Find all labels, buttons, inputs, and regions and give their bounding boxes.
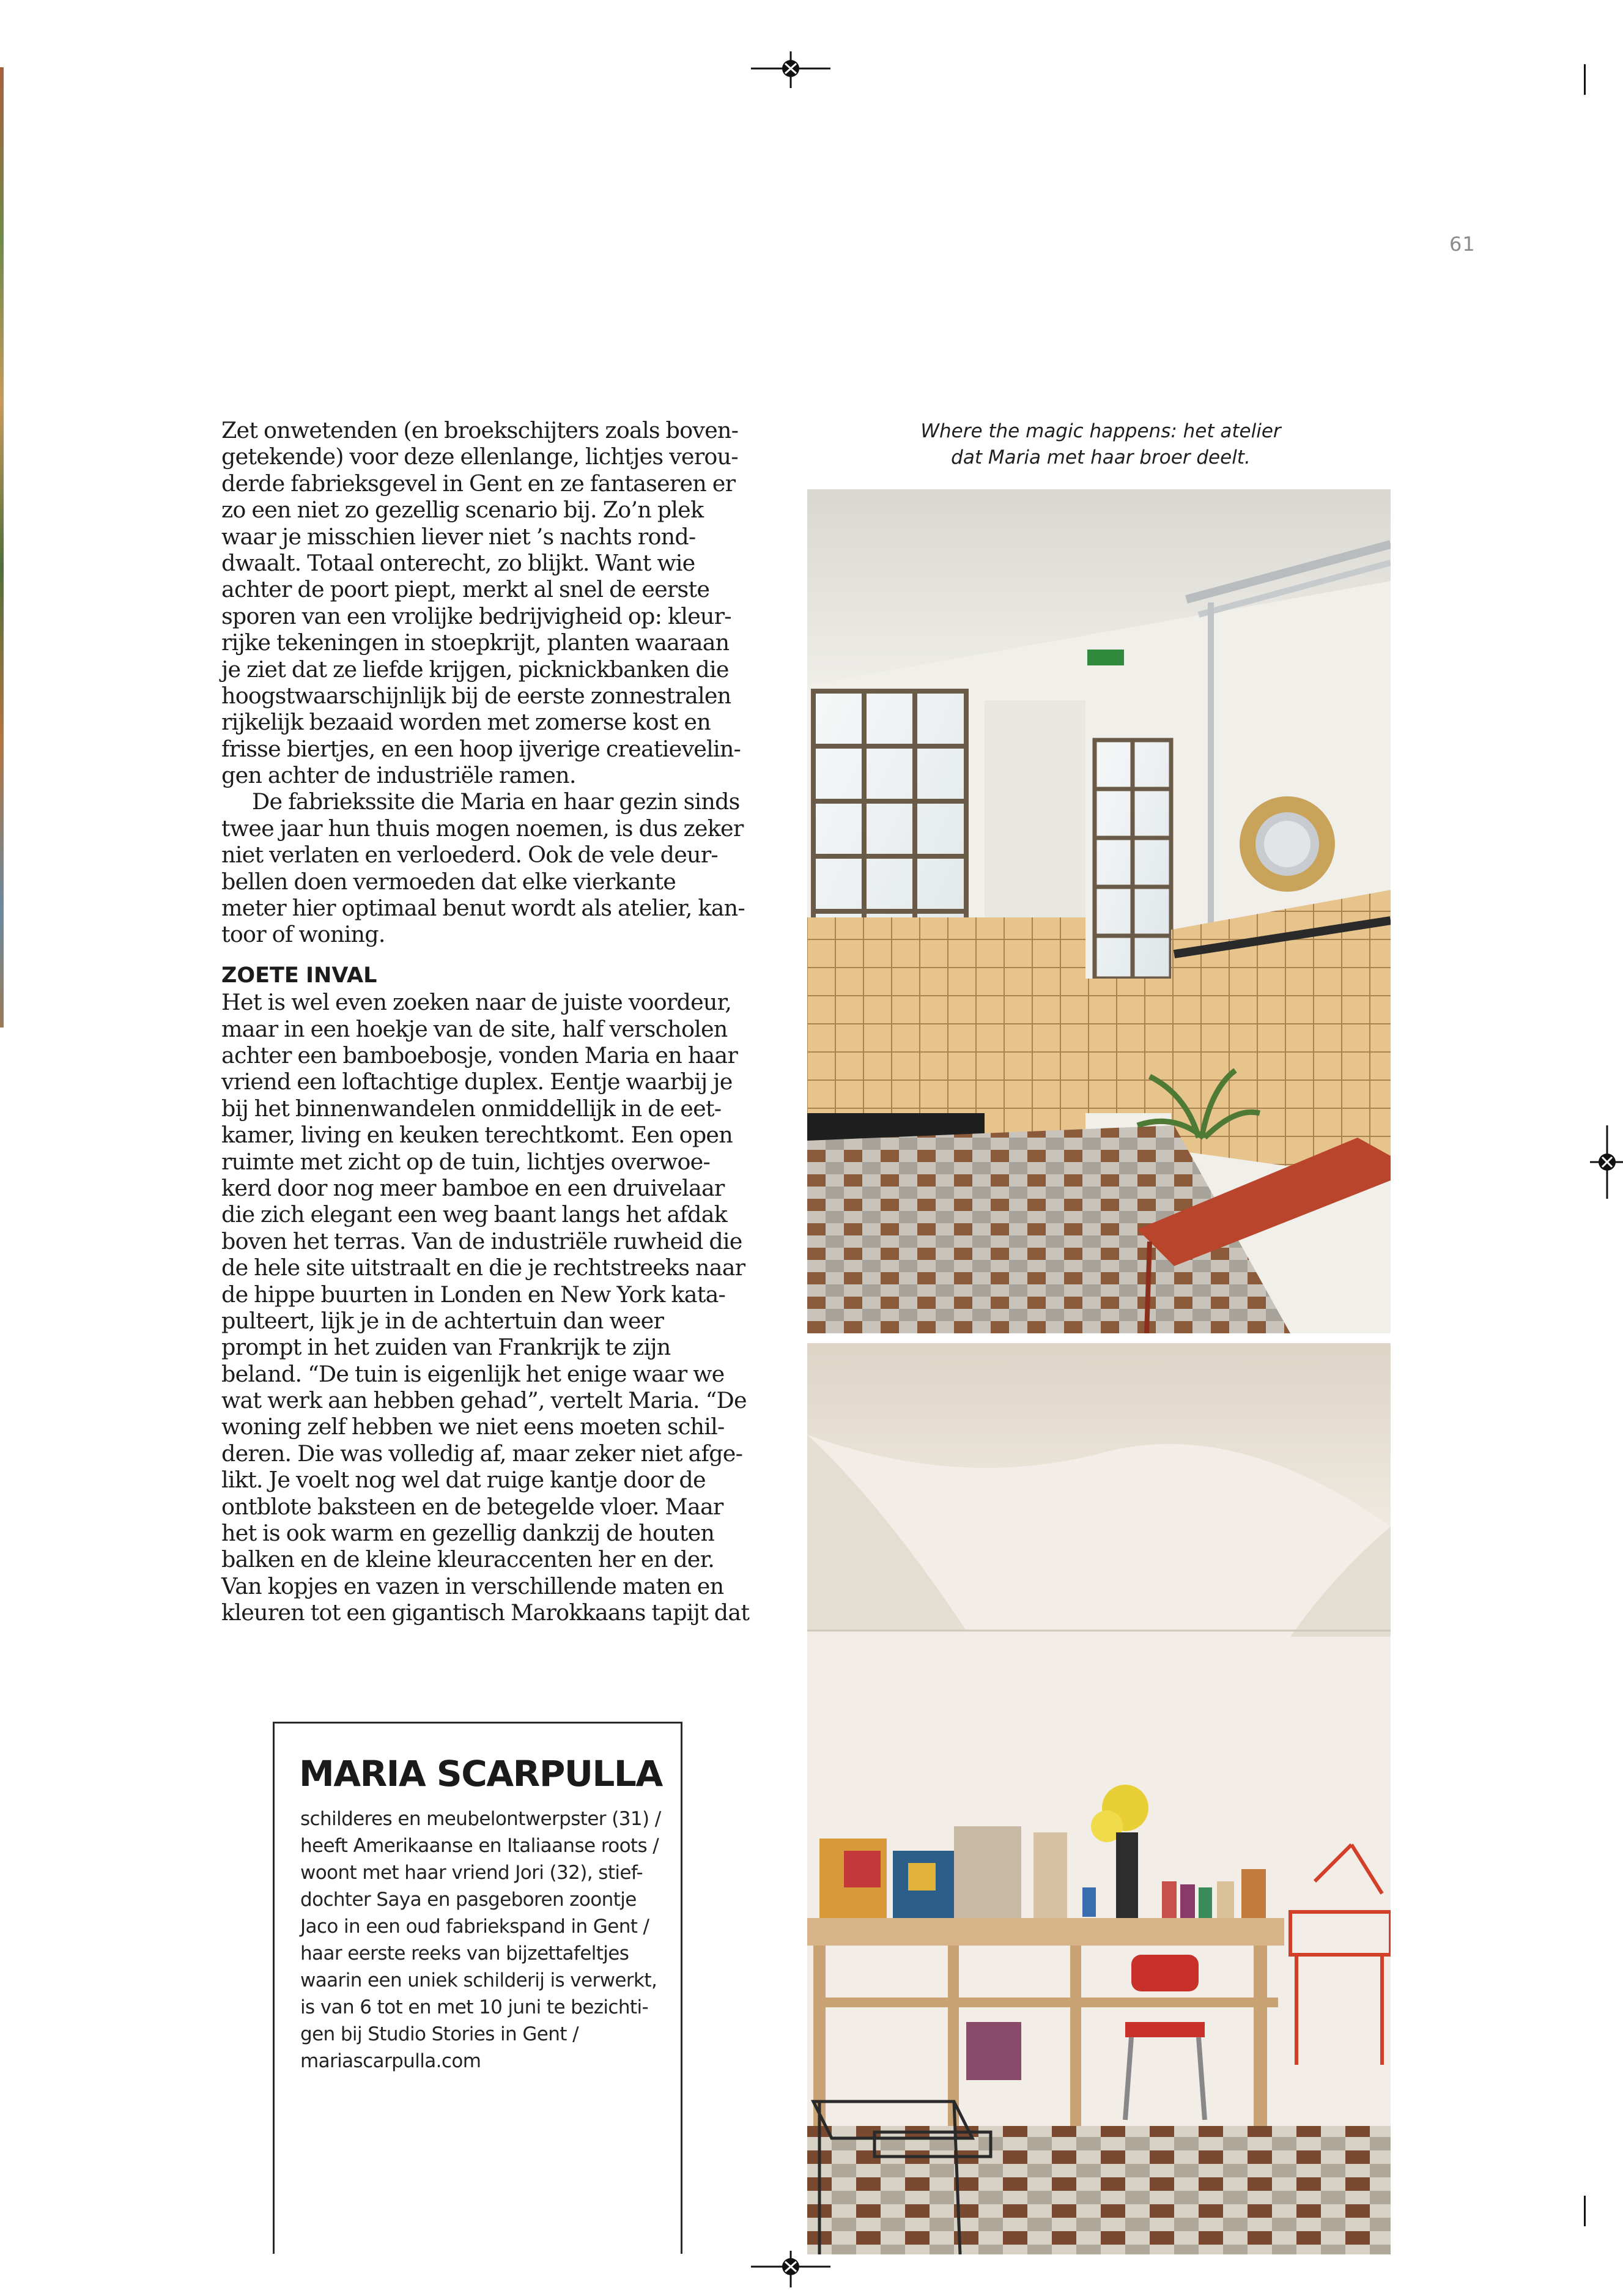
- text-line: zo een niet zo gezellig scenario bij. Zo’n plek: [221, 497, 704, 524]
- text-line: ontblote baksteen en de betegelde vloer. Maar: [221, 1493, 723, 1520]
- text-line: getekende) voor deze ellenlange, lichtjes verou-: [221, 443, 738, 470]
- atelier-workbench-photo: [807, 1343, 1391, 2254]
- text-line: balken en de kleine kleuraccenten her en der.: [221, 1546, 715, 1573]
- caption-line: Where the magic happens: het atelier: [920, 420, 1281, 442]
- text-line: derde fabrieksgevel in Gent en ze fantaseren er: [221, 470, 736, 497]
- text-line: pulteert, lijk je in de achtertuin dan weer: [221, 1307, 664, 1334]
- paragraph-1: [221, 417, 741, 789]
- text-line: de hippe buurten in Londen en New York kata-: [221, 1281, 726, 1308]
- text-line: achter de poort piept, merkt al snel de eerste: [221, 576, 710, 603]
- text-line: Van kopjes en vazen in verschillende maten en: [221, 1572, 724, 1599]
- bio-text: [300, 1805, 673, 2075]
- text-line: bellen doen vermoeden dat elke vierkante: [221, 868, 676, 895]
- text-line: bij het binnenwandelen onmiddellijk in de eet-: [221, 1095, 722, 1122]
- text-line: die zich elegant een weg baant langs het afdak: [221, 1201, 727, 1228]
- caption-line: dat Maria met haar broer deelt.: [951, 446, 1251, 468]
- text-line: Zet onwetenden (en broekschijters zoals boven-: [221, 417, 739, 443]
- text-line: frisse biertjes, en een hoop ijverige creatievelin-: [221, 735, 741, 762]
- text-line: prompt in het zuiden van Frankrijk te zijn: [221, 1334, 671, 1361]
- text-line: toor of woning.: [221, 921, 385, 948]
- text-line: je ziet dat ze liefde krijgen, picknickbanken die: [221, 656, 729, 683]
- bio-line: woont met haar vriend Jori (32), stief-: [300, 1862, 643, 1884]
- bio-line: waarin een uniek schilderij is verwerkt,: [300, 1969, 657, 1991]
- text-line: boven het terras. Van de industriële ruwheid die: [221, 1228, 742, 1254]
- text-line: beland. “De tuin is eigenlijk het enige waar we: [221, 1360, 725, 1387]
- bio-line: Jaco in een oud fabriekspand in Gent /: [300, 1916, 649, 1938]
- text-line: gen achter de industriële ramen.: [221, 762, 576, 789]
- text-line: maar in een hoekje van de site, half verscholen: [221, 1015, 728, 1042]
- text-line: woning zelf hebben we niet eens moeten schil-: [221, 1413, 725, 1440]
- bio-line: is van 6 tot en met 10 juni te bezichti-: [300, 1996, 649, 2018]
- text-line: sporen van een vrolijke bedrijvigheid op: kleur-: [221, 602, 731, 629]
- bio-line: heeft Amerikaanse en Italiaanse roots /: [300, 1835, 659, 1857]
- registration-mark-bottom-icon: [751, 2251, 830, 2287]
- text-line: wat werk aan hebben gehad”, vertelt Maria. “De: [221, 1387, 747, 1414]
- bio-line: haar eerste reeks van bijzettafeltjes: [300, 1942, 629, 1965]
- text-line: ruimte met zicht op de tuin, lichtjes overwoe-: [221, 1148, 710, 1175]
- paragraph-2: [221, 788, 745, 948]
- bio-link: mariascarpulla.com: [300, 2050, 481, 2072]
- registration-mark-right-icon: [1590, 1125, 1623, 1199]
- text-line: likt. Je voelt nog wel dat ruige kantje door de: [221, 1467, 706, 1494]
- text-line: achter een bamboebosje, vonden Maria en haar: [221, 1042, 738, 1068]
- text-line: Het is wel even zoeken naar de juiste voordeur,: [221, 989, 732, 1016]
- text-line: waar je misschien liever niet ’s nachts rond-: [221, 523, 696, 550]
- text-line: hoogstwaarschijnlijk bij de eerste zonnestralen: [221, 682, 731, 709]
- text-line: vriend een loftachtige duplex. Eentje waarbij je: [221, 1068, 733, 1095]
- text-line: de hele site uitstraalt en die je rechtstreeks naar: [221, 1254, 745, 1281]
- bio-line: dochter Saya en pasgeboren zoontje: [300, 1889, 637, 1911]
- bio-name: MARIA SCARPULLA: [299, 1753, 662, 1794]
- text-line: kerd door nog meer bamboe en een druivelaar: [221, 1174, 725, 1201]
- bio-line: gen bij Studio Stories in Gent /: [300, 2023, 579, 2045]
- text-line: De fabriekssite die Maria en haar gezin sinds: [252, 788, 740, 815]
- atelier-window-photo: [807, 489, 1391, 1333]
- text-line: kleuren tot een gigantisch Marokkaans tapijt dat: [221, 1599, 750, 1626]
- text-line: rijkelijk bezaaid worden met zomerse kost en: [221, 709, 711, 736]
- text-line: niet verlaten en verloederd. Ook de vele deur-: [221, 842, 718, 868]
- article-body: [221, 417, 750, 1626]
- text-line: meter hier optimaal benut wordt als atelier, kan-: [221, 895, 745, 922]
- paragraph-3: [221, 989, 750, 1626]
- photo-caption: [813, 418, 1388, 471]
- text-line: kamer, living en keuken terechtkomt. Een open: [221, 1122, 733, 1149]
- text-line: deren. Die was volledig af, maar zeker niet afge-: [221, 1440, 743, 1467]
- registration-mark-top-icon: [751, 51, 830, 88]
- bio-line: schilderes en meubelontwerpster (31) /: [300, 1808, 661, 1830]
- page-number: 61: [1449, 232, 1476, 256]
- crop-mark-top-right: [1584, 64, 1586, 95]
- text-line: dwaalt. Totaal onterecht, zo blijkt. Want wie: [221, 549, 695, 576]
- crop-mark-bottom-right: [1584, 2196, 1586, 2226]
- bio-box: [273, 1722, 682, 2254]
- text-line: twee jaar hun thuis mogen noemen, is dus zeker: [221, 815, 744, 842]
- text-line: het is ook warm en gezellig dankzij de houten: [221, 1520, 715, 1547]
- facing-page-bleed: [0, 67, 4, 1028]
- text-line: rijke tekeningen in stoepkrijt, planten waaraan: [221, 629, 730, 656]
- section-subheading: ZOETE INVAL: [221, 963, 377, 988]
